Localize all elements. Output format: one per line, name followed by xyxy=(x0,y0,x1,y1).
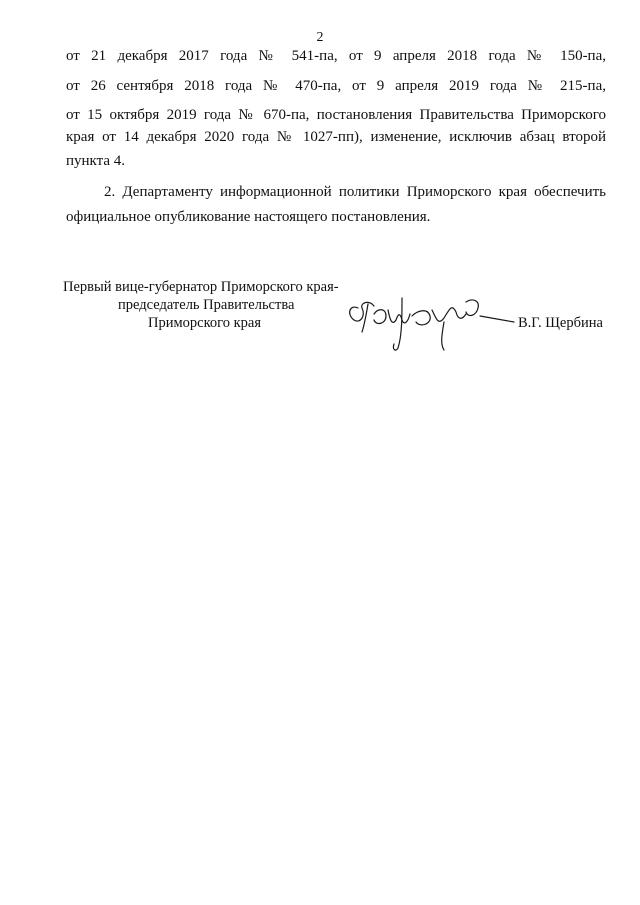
handwritten-signature xyxy=(340,286,540,356)
paragraph-2-line-2: официальное опубликование настоящего постановления. xyxy=(66,209,431,225)
signer-name: В.Г. Щербина xyxy=(518,315,603,331)
signer-title-line-1: Первый вице-губернатор Приморского края- xyxy=(63,279,339,295)
body-line-1: от 21 декабря 2017 года № 541-па, от 9 апреля 2018 года № 150-па, xyxy=(66,48,606,64)
page-number: 2 xyxy=(316,30,324,45)
paragraph-2-line-1: 2. Департаменту информационной политики Приморского края обеспечить xyxy=(104,184,606,200)
body-line-4: края от 14 декабря 2020 года № 1027-пп), изменение, исключив абзац второй xyxy=(66,129,606,145)
signer-title-line-2: председатель Правительства xyxy=(118,297,295,313)
body-line-2: от 26 сентября 2018 года № 470-па, от 9 апреля 2019 года № 215-па, xyxy=(66,78,606,94)
body-line-5: пункта 4. xyxy=(66,153,126,169)
body-line-3: от 15 октября 2019 года № 670-па, постановления Правительства Приморского xyxy=(66,107,606,123)
signer-title-line-3: Приморского края xyxy=(148,315,262,331)
